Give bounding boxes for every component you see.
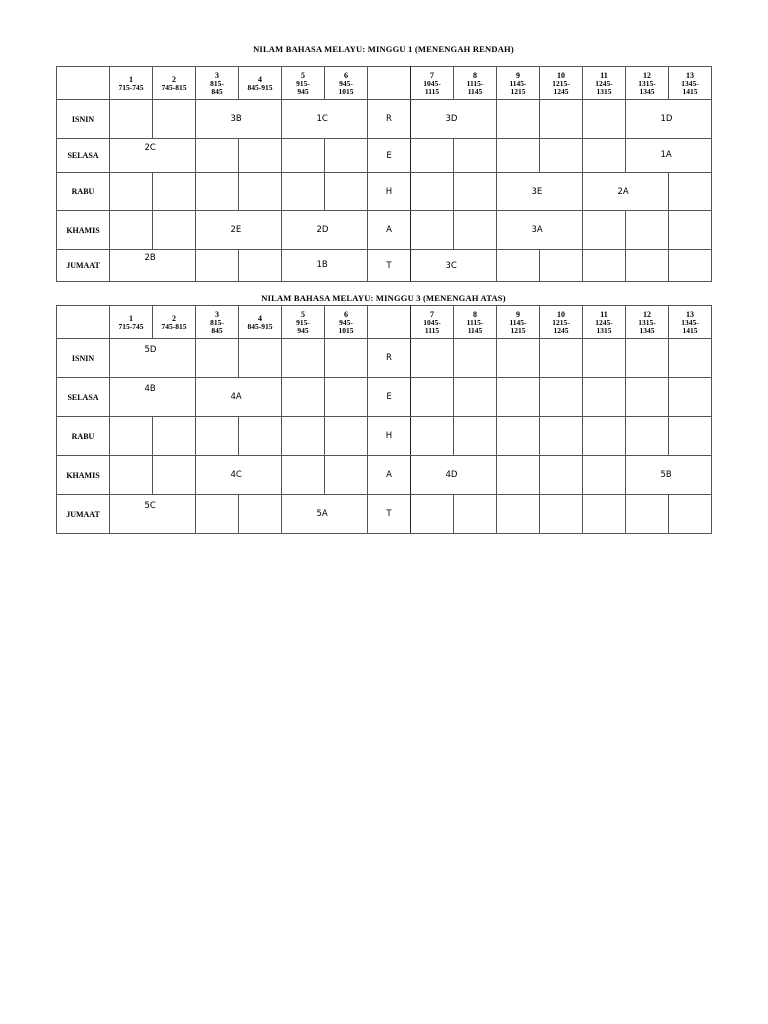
cell [583, 378, 626, 417]
cell [325, 456, 368, 495]
slot-header-6: 6 945- 1015 [325, 306, 368, 339]
row-khamis [57, 211, 712, 250]
day-label: RABU [57, 417, 110, 456]
slot-header-4: 4 845-915 [239, 306, 282, 339]
slot-header-12: 12 1315- 1345 [626, 67, 669, 100]
cell [540, 250, 583, 282]
cell [282, 139, 325, 173]
cell [196, 250, 239, 282]
row-selasa [57, 378, 712, 417]
break-header [368, 306, 411, 339]
class-cell: 5C [153, 495, 196, 534]
slot-header-11: 11 1245- 1315 [583, 306, 626, 339]
cell [626, 250, 669, 282]
row-isnin [57, 100, 712, 139]
slot-header-10: 10 1215- 1245 [540, 306, 583, 339]
break-letter: E [368, 378, 411, 417]
cell [669, 378, 712, 417]
cell [540, 339, 583, 378]
cell [110, 211, 153, 250]
cell [411, 139, 454, 173]
break-header [368, 67, 411, 100]
cell [540, 495, 583, 534]
cell [110, 417, 153, 456]
slot-header-8: 8 1115- 1145 [454, 306, 497, 339]
slot-header-11: 11 1245- 1315 [583, 67, 626, 100]
slot-header-5: 5 915- 945 [282, 67, 325, 100]
slot-header-6: 6 945- 1015 [325, 67, 368, 100]
cell [239, 250, 282, 282]
break-letter: A [368, 211, 411, 250]
corner-cell [57, 306, 110, 339]
cell [497, 495, 540, 534]
cell [583, 139, 626, 173]
class-cell: 3C [454, 250, 497, 282]
cell [669, 211, 712, 250]
break-letter: T [368, 250, 411, 282]
table2-title: NILAM BAHASA MELAYU: MINGGU 3 (MENENGAH ATAS) [261, 293, 506, 303]
cell [669, 495, 712, 534]
row-selasa [57, 139, 712, 173]
slot-header-7: 7 1045- 1115 [411, 67, 454, 100]
cell [110, 456, 153, 495]
slot-header-1: 1 715-745 [110, 67, 153, 100]
row-khamis [57, 456, 712, 495]
cell [239, 139, 282, 173]
cell [153, 100, 196, 139]
class-cell: 2D [325, 211, 368, 250]
cell [454, 378, 497, 417]
cell [454, 173, 497, 211]
cell [282, 378, 325, 417]
cell [626, 378, 669, 417]
class-cell: 4D [454, 456, 497, 495]
slot-header-9: 9 1145- 1215 [497, 67, 540, 100]
cell [239, 495, 282, 534]
cell [626, 339, 669, 378]
cell [411, 417, 454, 456]
cell [497, 417, 540, 456]
cell [540, 100, 583, 139]
class-cell: 1C [325, 100, 368, 139]
cell [626, 495, 669, 534]
break-letter: H [368, 417, 411, 456]
cell [669, 339, 712, 378]
cell [583, 456, 626, 495]
cell [497, 339, 540, 378]
cell [497, 250, 540, 282]
cell [196, 417, 239, 456]
cell [325, 173, 368, 211]
cell [110, 173, 153, 211]
cell [282, 417, 325, 456]
day-label: ISNIN [57, 339, 110, 378]
row-rabu [57, 417, 712, 456]
cell [325, 339, 368, 378]
class-cell: 1D [669, 100, 712, 139]
class-cell: 2B [153, 250, 196, 282]
break-letter: R [368, 339, 411, 378]
break-letter: H [368, 173, 411, 211]
slot-header-13: 13 1345- 1415 [669, 67, 712, 100]
cell [196, 173, 239, 211]
cell [454, 339, 497, 378]
cell [669, 173, 712, 211]
cell [583, 211, 626, 250]
slot-header-5: 5 915- 945 [282, 306, 325, 339]
slot-header-3: 3 815- 845 [196, 67, 239, 100]
class-cell: 1B [325, 250, 368, 282]
corner-cell [57, 67, 110, 100]
row-jumaat [57, 250, 712, 282]
class-cell: 1A [669, 139, 712, 173]
cell [540, 378, 583, 417]
cell [196, 495, 239, 534]
cell [239, 339, 282, 378]
cell [153, 173, 196, 211]
slot-header-1: 1 715-745 [110, 306, 153, 339]
slot-header-13: 13 1345- 1415 [669, 306, 712, 339]
table1-title: NILAM BAHASA MELAYU: MINGGU 1 (MENENGAH RENDAH) [253, 44, 514, 54]
class-cell: 2A [626, 173, 669, 211]
cell [411, 173, 454, 211]
slot-header-10: 10 1215- 1245 [540, 67, 583, 100]
cell [325, 378, 368, 417]
header-row [57, 67, 712, 100]
timetable-week3 [56, 305, 712, 534]
timetable-week1 [56, 66, 712, 282]
cell [583, 100, 626, 139]
cell [540, 417, 583, 456]
class-cell: 2C [153, 139, 196, 173]
day-label: KHAMIS [57, 456, 110, 495]
cell [282, 339, 325, 378]
row-jumaat [57, 495, 712, 534]
slot-header-4: 4 845-915 [239, 67, 282, 100]
cell [540, 139, 583, 173]
class-cell: 5A [325, 495, 368, 534]
class-cell: 2E [239, 211, 282, 250]
break-letter: T [368, 495, 411, 534]
slot-header-8: 8 1115- 1145 [454, 67, 497, 100]
cell [196, 139, 239, 173]
class-cell: 4B [153, 378, 196, 417]
break-letter: E [368, 139, 411, 173]
cell [497, 378, 540, 417]
class-cell: 5B [669, 456, 712, 495]
cell [540, 456, 583, 495]
cell [583, 250, 626, 282]
class-cell: 5D [153, 339, 196, 378]
cell [282, 173, 325, 211]
cell [497, 139, 540, 173]
cell [454, 495, 497, 534]
cell [110, 100, 153, 139]
cell [239, 417, 282, 456]
cell [626, 211, 669, 250]
day-label: SELASA [57, 378, 110, 417]
cell [626, 417, 669, 456]
cell [411, 211, 454, 250]
class-cell: 3B [239, 100, 282, 139]
cell [153, 456, 196, 495]
cell [153, 211, 196, 250]
cell [411, 378, 454, 417]
cell [669, 417, 712, 456]
slot-header-12: 12 1315- 1345 [626, 306, 669, 339]
class-cell: 3E [540, 173, 583, 211]
slot-header-3: 3 815- 845 [196, 306, 239, 339]
class-cell: 4C [239, 456, 282, 495]
cell [497, 456, 540, 495]
day-label: JUMAAT [57, 495, 110, 534]
cell [497, 100, 540, 139]
cell [583, 339, 626, 378]
break-letter: A [368, 456, 411, 495]
cell [583, 417, 626, 456]
cell [454, 417, 497, 456]
cell [325, 417, 368, 456]
cell [454, 139, 497, 173]
cell [411, 495, 454, 534]
slot-header-9: 9 1145- 1215 [497, 306, 540, 339]
day-label: KHAMIS [57, 211, 110, 250]
cell [669, 250, 712, 282]
slot-header-2: 2 745-815 [153, 67, 196, 100]
day-label: SELASA [57, 139, 110, 173]
cell [454, 211, 497, 250]
row-rabu [57, 173, 712, 211]
class-cell: 4A [239, 378, 282, 417]
cell [153, 417, 196, 456]
cell [325, 139, 368, 173]
day-label: JUMAAT [57, 250, 110, 282]
header-row [57, 306, 712, 339]
day-label: RABU [57, 173, 110, 211]
cell [583, 495, 626, 534]
cell [411, 339, 454, 378]
row-isnin [57, 339, 712, 378]
class-cell: 3A [540, 211, 583, 250]
cell [239, 173, 282, 211]
break-letter: R [368, 100, 411, 139]
cell [282, 456, 325, 495]
day-label: ISNIN [57, 100, 110, 139]
class-cell: 3D [454, 100, 497, 139]
slot-header-7: 7 1045- 1115 [411, 306, 454, 339]
slot-header-2: 2 745-815 [153, 306, 196, 339]
cell [196, 339, 239, 378]
